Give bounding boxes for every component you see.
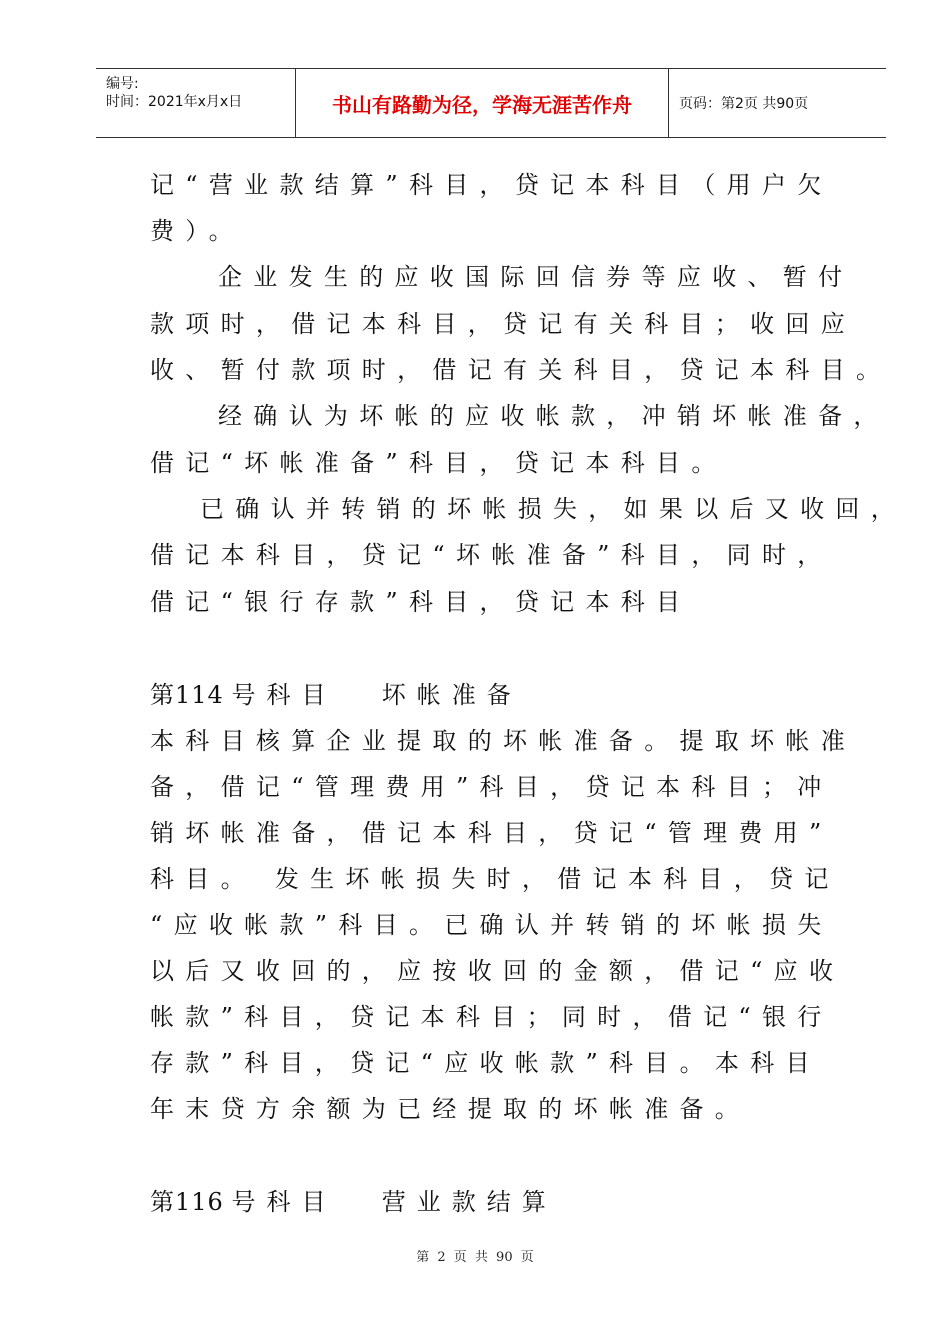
body-line: 借记“坏帐准备”科目，贷记本科目。	[150, 449, 727, 477]
body-line: 费）。	[150, 217, 244, 245]
page-info: 页码：第2页 共90页	[679, 96, 809, 112]
section-line: 备，借记“管理费用”科目，贷记本科目；冲	[150, 773, 833, 801]
section-line: “应收帐款”科目。已确认并转销的坏帐损失	[150, 911, 833, 939]
motto-text: 书山有路勤为径，学海无涯苦作舟	[332, 92, 632, 117]
body-line: 收、暂付款项时，借记有关科目，贷记本科目。	[150, 356, 892, 384]
body-line: 款项时，借记本科目，贷记有关科目；收回应	[150, 310, 856, 338]
section-line: 帐款”科目，贷记本科目；同时，借记“银行	[150, 1003, 833, 1031]
section-line: 科目。 发生坏帐损失时，借记本科目，贷记	[150, 865, 840, 893]
page-footer: 第 2 页 共 90 页	[416, 1250, 534, 1265]
section-line: 以后又收回的，应按收回的金额，借记“应收	[150, 957, 845, 985]
section-line: 销坏帐准备，借记本科目，贷记“管理费用”	[150, 819, 833, 847]
section-line: 年末贷方余额为已经提取的坏帐准备。	[150, 1095, 751, 1123]
header-page-cell	[669, 69, 886, 137]
section-title: 坏帐准备	[381, 681, 522, 709]
section-number: 第116	[150, 1188, 224, 1216]
body-line: 已确认并转销的坏帐损失，如果以后又收回，	[200, 495, 906, 523]
body-line: 借记本科目，贷记“坏帐准备”科目，同时，	[150, 541, 833, 569]
page-header	[96, 68, 886, 138]
section-heading-114	[150, 680, 522, 710]
section-suffix: 号科目	[231, 1188, 337, 1216]
document-date: 时间：2021年x月x日	[106, 94, 243, 110]
header-motto-cell	[296, 69, 669, 137]
body-line: 经确认为坏帐的应收帐款，冲销坏帐准备，	[218, 402, 889, 430]
section-line: 本科目核算企业提取的坏帐准备。提取坏帐准	[150, 727, 856, 755]
body-line: 借记“银行存款”科目，贷记本科目	[150, 588, 692, 616]
section-suffix: 号科目	[231, 681, 337, 709]
section-line: 存款”科目，贷记“应收帐款”科目。本科目	[150, 1049, 821, 1077]
body-line: 记“营业款结算”科目，贷记本科目（用户欠	[150, 171, 833, 199]
section-heading-116	[150, 1187, 557, 1217]
section-title: 营业款结算	[381, 1188, 557, 1216]
header-meta-cell	[96, 69, 296, 137]
body-line: 企业发生的应收国际回信券等应收、暂付	[218, 263, 854, 291]
section-number: 第114	[150, 681, 224, 709]
document-number-label: 编号:	[106, 76, 139, 92]
